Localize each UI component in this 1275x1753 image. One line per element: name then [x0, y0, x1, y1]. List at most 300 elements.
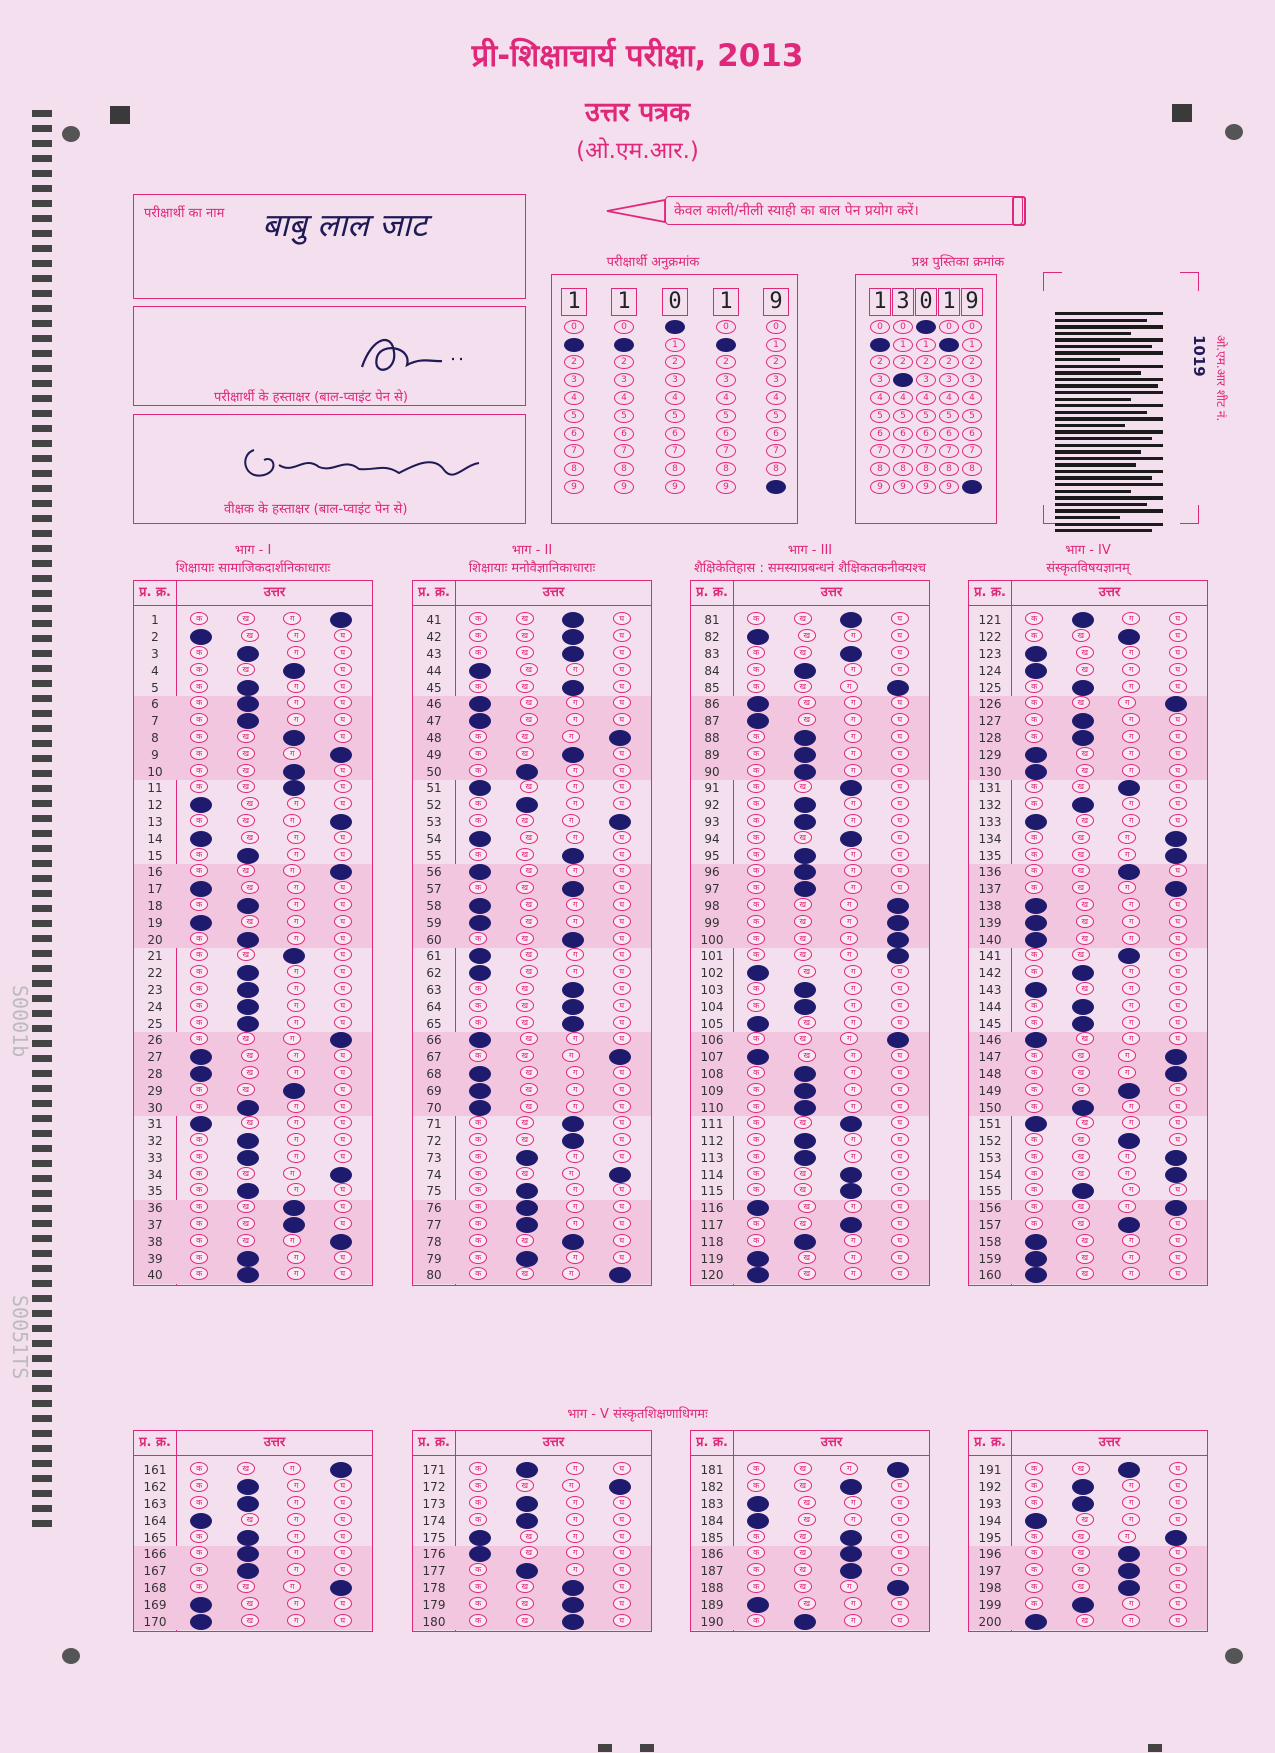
digit-bubble[interactable]	[716, 338, 736, 352]
option-bubble[interactable]: ख	[1072, 1150, 1090, 1163]
option-bubble[interactable]	[609, 1479, 631, 1495]
option-bubble[interactable]: घ	[613, 881, 631, 894]
option-bubble[interactable]: ग	[566, 1150, 584, 1163]
option-bubble[interactable]: क	[1025, 1183, 1043, 1196]
option-bubble[interactable]: क	[190, 1479, 208, 1492]
option-bubble[interactable]: घ	[334, 1563, 352, 1576]
option-bubble[interactable]: ग	[287, 1251, 305, 1264]
option-bubble[interactable]: ख	[237, 780, 255, 793]
option-bubble[interactable]: घ	[334, 1133, 352, 1146]
option-bubble[interactable]: घ	[334, 1016, 352, 1029]
option-bubble[interactable]: घ	[613, 1183, 631, 1196]
option-bubble[interactable]: घ	[891, 1513, 909, 1526]
digit-bubble[interactable]: 6	[939, 427, 959, 441]
option-bubble[interactable]: ग	[844, 1100, 862, 1113]
option-bubble[interactable]: घ	[613, 1462, 631, 1475]
option-bubble[interactable]: क	[469, 999, 487, 1012]
option-bubble[interactable]: घ	[613, 1150, 631, 1163]
option-bubble[interactable]: ख	[1072, 948, 1090, 961]
option-bubble[interactable]: क	[747, 680, 765, 693]
option-bubble[interactable]: ख	[794, 1032, 812, 1045]
option-bubble[interactable]: ग	[1122, 663, 1140, 676]
option-bubble[interactable]	[1165, 1530, 1187, 1546]
option-bubble[interactable]	[1025, 747, 1047, 763]
option-bubble[interactable]: घ	[891, 982, 909, 995]
option-bubble[interactable]: क	[190, 1251, 208, 1264]
option-bubble[interactable]	[1165, 1066, 1187, 1082]
option-bubble[interactable]	[1072, 999, 1094, 1015]
option-bubble[interactable]: क	[469, 1049, 487, 1062]
option-bubble[interactable]: घ	[334, 713, 352, 726]
option-bubble[interactable]: घ	[1169, 680, 1187, 693]
option-bubble[interactable]	[190, 1116, 212, 1132]
option-bubble[interactable]	[747, 696, 769, 712]
option-bubble[interactable]: घ	[334, 848, 352, 861]
option-bubble[interactable]: घ	[613, 1200, 631, 1213]
option-bubble[interactable]: क	[747, 1563, 765, 1576]
option-bubble[interactable]	[562, 747, 584, 763]
option-bubble[interactable]: घ	[334, 1597, 352, 1610]
option-bubble[interactable]: ग	[566, 1496, 584, 1509]
digit-bubble[interactable]: 4	[716, 391, 736, 405]
digit-bubble[interactable]	[766, 480, 786, 494]
option-bubble[interactable]: ग	[287, 696, 305, 709]
option-bubble[interactable]: ख	[520, 780, 538, 793]
option-bubble[interactable]: ख	[520, 864, 538, 877]
option-bubble[interactable]: ख	[794, 646, 812, 659]
option-bubble[interactable]: ग	[1122, 1614, 1140, 1627]
option-bubble[interactable]: ख	[241, 1597, 259, 1610]
option-bubble[interactable]: क	[469, 982, 487, 995]
option-bubble[interactable]: ग	[1122, 1234, 1140, 1247]
option-bubble[interactable]: ग	[840, 915, 858, 928]
option-bubble[interactable]: ग	[287, 1150, 305, 1163]
option-bubble[interactable]: घ	[891, 764, 909, 777]
option-bubble[interactable]: घ	[1169, 1462, 1187, 1475]
option-bubble[interactable]	[1118, 1133, 1140, 1149]
option-bubble[interactable]: घ	[613, 1251, 631, 1264]
option-bubble[interactable]: क	[469, 1234, 487, 1247]
option-bubble[interactable]: ख	[1072, 780, 1090, 793]
option-bubble[interactable]	[794, 848, 816, 864]
option-bubble[interactable]	[887, 932, 909, 948]
option-bubble[interactable]	[190, 831, 212, 847]
option-bubble[interactable]	[469, 831, 491, 847]
option-bubble[interactable]: ग	[287, 1563, 305, 1576]
digit-bubble[interactable]: 6	[564, 427, 584, 441]
option-bubble[interactable]: ग	[566, 1083, 584, 1096]
option-bubble[interactable]: घ	[334, 1479, 352, 1492]
option-bubble[interactable]: ख	[798, 1597, 816, 1610]
digit-bubble[interactable]: 3	[870, 373, 890, 387]
option-bubble[interactable]	[330, 747, 352, 763]
option-bubble[interactable]: ग	[840, 680, 858, 693]
option-bubble[interactable]: क	[469, 1563, 487, 1576]
option-bubble[interactable]: क	[190, 1100, 208, 1113]
option-bubble[interactable]: ग	[283, 1234, 301, 1247]
option-bubble[interactable]: क	[1025, 730, 1043, 743]
option-bubble[interactable]: घ	[891, 1083, 909, 1096]
digit-bubble[interactable]: 4	[766, 391, 786, 405]
digit-bubble[interactable]: 7	[766, 444, 786, 458]
option-bubble[interactable]: ख	[1076, 1267, 1094, 1280]
option-bubble[interactable]: घ	[334, 629, 352, 642]
option-bubble[interactable]: ख	[1076, 1116, 1094, 1129]
option-bubble[interactable]: क	[1025, 1083, 1043, 1096]
option-bubble[interactable]: ग	[840, 1462, 858, 1475]
option-bubble[interactable]: क	[1025, 1597, 1043, 1610]
option-bubble[interactable]: ग	[1122, 999, 1140, 1012]
option-bubble[interactable]: क	[190, 898, 208, 911]
option-bubble[interactable]: ख	[794, 1462, 812, 1475]
option-bubble[interactable]: ग	[287, 680, 305, 693]
digit-bubble[interactable]: 8	[870, 462, 890, 476]
option-bubble[interactable]: घ	[334, 831, 352, 844]
option-bubble[interactable]: ख	[516, 999, 534, 1012]
option-bubble[interactable]: क	[747, 730, 765, 743]
option-bubble[interactable]: क	[469, 1200, 487, 1213]
option-bubble[interactable]	[887, 1032, 909, 1048]
option-bubble[interactable]: ख	[516, 1234, 534, 1247]
option-bubble[interactable]: घ	[1169, 747, 1187, 760]
option-bubble[interactable]: ग	[840, 948, 858, 961]
option-bubble[interactable]: ग	[566, 915, 584, 928]
option-bubble[interactable]	[469, 948, 491, 964]
option-bubble[interactable]: ख	[794, 1563, 812, 1576]
option-bubble[interactable]	[1072, 612, 1094, 628]
digit-bubble[interactable]: 6	[916, 427, 936, 441]
option-bubble[interactable]	[237, 1267, 259, 1283]
option-bubble[interactable]: ग	[844, 1049, 862, 1062]
option-bubble[interactable]: घ	[613, 780, 631, 793]
option-bubble[interactable]: ग	[283, 1580, 301, 1593]
option-bubble[interactable]: क	[190, 1083, 208, 1096]
option-bubble[interactable]: क	[747, 1479, 765, 1492]
option-bubble[interactable]: ख	[237, 1167, 255, 1180]
digit-bubble[interactable]	[939, 338, 959, 352]
option-bubble[interactable]: घ	[613, 864, 631, 877]
option-bubble[interactable]: ग	[844, 1513, 862, 1526]
option-bubble[interactable]: क	[1025, 1563, 1043, 1576]
option-bubble[interactable]	[1118, 1563, 1140, 1579]
option-bubble[interactable]	[840, 1546, 862, 1562]
option-bubble[interactable]: ख	[520, 831, 538, 844]
option-bubble[interactable]: ख	[1072, 848, 1090, 861]
option-bubble[interactable]: घ	[613, 848, 631, 861]
option-bubble[interactable]: ग	[1118, 848, 1136, 861]
option-bubble[interactable]: ग	[566, 780, 584, 793]
option-bubble[interactable]	[469, 780, 491, 796]
option-bubble[interactable]: क	[747, 1032, 765, 1045]
option-bubble[interactable]: घ	[334, 1116, 352, 1129]
option-bubble[interactable]	[1165, 1200, 1187, 1216]
digit-bubble[interactable]: 3	[962, 373, 982, 387]
option-bubble[interactable]	[1025, 1234, 1047, 1250]
option-bubble[interactable]	[794, 1100, 816, 1116]
option-bubble[interactable]: क	[1025, 629, 1043, 642]
option-bubble[interactable]	[747, 1049, 769, 1065]
option-bubble[interactable]	[747, 713, 769, 729]
option-bubble[interactable]: ग	[844, 1083, 862, 1096]
digit-bubble[interactable]: 0	[716, 320, 736, 334]
digit-bubble[interactable]: 8	[766, 462, 786, 476]
option-bubble[interactable]	[190, 915, 212, 931]
option-bubble[interactable]: ग	[840, 1580, 858, 1593]
option-bubble[interactable]: ख	[1072, 1200, 1090, 1213]
option-bubble[interactable]: क	[190, 764, 208, 777]
option-bubble[interactable]: घ	[891, 780, 909, 793]
option-bubble[interactable]: क	[190, 982, 208, 995]
option-bubble[interactable]: ग	[1118, 1167, 1136, 1180]
option-bubble[interactable]: क	[190, 1234, 208, 1247]
option-bubble[interactable]	[516, 1496, 538, 1512]
option-bubble[interactable]	[469, 898, 491, 914]
option-bubble[interactable]: ग	[287, 1496, 305, 1509]
option-bubble[interactable]: ग	[844, 747, 862, 760]
option-bubble[interactable]: ख	[1072, 1217, 1090, 1230]
option-bubble[interactable]: ग	[287, 881, 305, 894]
option-bubble[interactable]: ग	[844, 814, 862, 827]
option-bubble[interactable]: ग	[566, 1530, 584, 1543]
option-bubble[interactable]: ग	[1122, 1016, 1140, 1029]
option-bubble[interactable]: ग	[566, 965, 584, 978]
option-bubble[interactable]: क	[190, 932, 208, 945]
option-bubble[interactable]: ख	[1076, 982, 1094, 995]
option-bubble[interactable]: ग	[287, 999, 305, 1012]
digit-bubble[interactable]: 5	[962, 409, 982, 423]
option-bubble[interactable]: घ	[334, 1083, 352, 1096]
digit-bubble[interactable]: 3	[564, 373, 584, 387]
option-bubble[interactable]: क	[190, 680, 208, 693]
digit-bubble[interactable]: 4	[870, 391, 890, 405]
option-bubble[interactable]: ख	[798, 965, 816, 978]
option-bubble[interactable]: ख	[1072, 1049, 1090, 1062]
option-bubble[interactable]: क	[1025, 696, 1043, 709]
option-bubble[interactable]	[283, 730, 305, 746]
option-bubble[interactable]	[794, 1150, 816, 1166]
option-bubble[interactable]	[747, 965, 769, 981]
option-bubble[interactable]: घ	[1169, 1234, 1187, 1247]
option-bubble[interactable]: ग	[1118, 1200, 1136, 1213]
option-bubble[interactable]: घ	[613, 898, 631, 911]
option-bubble[interactable]	[747, 629, 769, 645]
option-bubble[interactable]: क	[469, 814, 487, 827]
option-bubble[interactable]: क	[747, 881, 765, 894]
option-bubble[interactable]: क	[747, 1083, 765, 1096]
option-bubble[interactable]: घ	[334, 898, 352, 911]
digit-bubble[interactable]: 6	[893, 427, 913, 441]
digit-bubble[interactable]: 1	[893, 338, 913, 352]
option-bubble[interactable]: ग	[287, 848, 305, 861]
option-bubble[interactable]: ग	[287, 1049, 305, 1062]
option-bubble[interactable]: क	[469, 932, 487, 945]
option-bubble[interactable]: क	[190, 1133, 208, 1146]
option-bubble[interactable]: घ	[891, 1016, 909, 1029]
option-bubble[interactable]: क	[190, 1496, 208, 1509]
option-bubble[interactable]: ग	[287, 898, 305, 911]
option-bubble[interactable]	[469, 965, 491, 981]
option-bubble[interactable]: ख	[794, 1217, 812, 1230]
option-bubble[interactable]: ख	[516, 680, 534, 693]
option-bubble[interactable]	[794, 881, 816, 897]
digit-bubble[interactable]	[564, 338, 584, 352]
option-bubble[interactable]: ग	[562, 1479, 580, 1492]
digit-bubble[interactable]: 2	[870, 355, 890, 369]
option-bubble[interactable]: घ	[891, 864, 909, 877]
digit-bubble[interactable]: 5	[766, 409, 786, 423]
option-bubble[interactable]	[330, 1032, 352, 1048]
option-bubble[interactable]	[237, 646, 259, 662]
option-bubble[interactable]: ख	[237, 1083, 255, 1096]
option-bubble[interactable]: ग	[844, 663, 862, 676]
option-bubble[interactable]: घ	[891, 730, 909, 743]
option-bubble[interactable]: घ	[613, 696, 631, 709]
option-bubble[interactable]: ग	[840, 932, 858, 945]
option-bubble[interactable]: ख	[241, 1066, 259, 1079]
option-bubble[interactable]: ख	[1072, 831, 1090, 844]
option-bubble[interactable]: ख	[798, 1496, 816, 1509]
option-bubble[interactable]	[562, 982, 584, 998]
option-bubble[interactable]	[887, 915, 909, 931]
option-bubble[interactable]: ख	[1076, 747, 1094, 760]
option-bubble[interactable]: घ	[891, 1150, 909, 1163]
option-bubble[interactable]	[1072, 680, 1094, 696]
option-bubble[interactable]: ख	[798, 696, 816, 709]
option-bubble[interactable]: ग	[840, 1032, 858, 1045]
option-bubble[interactable]: ग	[562, 814, 580, 827]
option-bubble[interactable]: क	[469, 646, 487, 659]
option-bubble[interactable]: क	[747, 1183, 765, 1196]
option-bubble[interactable]	[1118, 948, 1140, 964]
option-bubble[interactable]	[330, 612, 352, 628]
digit-bubble[interactable]: 2	[962, 355, 982, 369]
digit-bubble[interactable]	[916, 320, 936, 334]
option-bubble[interactable]	[237, 713, 259, 729]
option-bubble[interactable]: ख	[516, 646, 534, 659]
option-bubble[interactable]: घ	[1169, 713, 1187, 726]
option-bubble[interactable]: क	[1025, 1167, 1043, 1180]
option-bubble[interactable]	[1072, 730, 1094, 746]
option-bubble[interactable]: क	[1025, 1462, 1043, 1475]
option-bubble[interactable]	[562, 848, 584, 864]
option-bubble[interactable]: घ	[613, 982, 631, 995]
option-bubble[interactable]: घ	[613, 713, 631, 726]
option-bubble[interactable]: क	[469, 1462, 487, 1475]
option-bubble[interactable]: क	[190, 965, 208, 978]
option-bubble[interactable]: घ	[613, 915, 631, 928]
option-bubble[interactable]: क	[469, 1496, 487, 1509]
option-bubble[interactable]: क	[469, 730, 487, 743]
digit-bubble[interactable]: 3	[716, 373, 736, 387]
option-bubble[interactable]	[237, 1183, 259, 1199]
option-bubble[interactable]: ग	[287, 629, 305, 642]
option-bubble[interactable]	[747, 1513, 769, 1529]
option-bubble[interactable]: ख	[794, 1530, 812, 1543]
digit-bubble[interactable]	[665, 320, 685, 334]
option-bubble[interactable]	[190, 1049, 212, 1065]
option-bubble[interactable]: ख	[520, 1546, 538, 1559]
option-bubble[interactable]: ग	[1122, 747, 1140, 760]
option-bubble[interactable]: ग	[287, 1530, 305, 1543]
option-bubble[interactable]	[469, 1066, 491, 1082]
option-bubble[interactable]: ख	[241, 1614, 259, 1627]
option-bubble[interactable]	[562, 999, 584, 1015]
option-bubble[interactable]: ख	[241, 629, 259, 642]
option-bubble[interactable]: घ	[891, 1597, 909, 1610]
option-bubble[interactable]: घ	[1169, 1032, 1187, 1045]
digit-bubble[interactable]: 8	[962, 462, 982, 476]
option-bubble[interactable]	[794, 747, 816, 763]
option-bubble[interactable]: ख	[237, 864, 255, 877]
option-bubble[interactable]	[237, 1133, 259, 1149]
option-bubble[interactable]: घ	[1169, 1100, 1187, 1113]
option-bubble[interactable]: ख	[237, 1200, 255, 1213]
option-bubble[interactable]	[237, 1496, 259, 1512]
option-bubble[interactable]: ख	[516, 747, 534, 760]
option-bubble[interactable]: ग	[287, 1133, 305, 1146]
option-bubble[interactable]	[469, 663, 491, 679]
option-bubble[interactable]: ग	[566, 1563, 584, 1576]
option-bubble[interactable]: घ	[1169, 1479, 1187, 1492]
option-bubble[interactable]	[1118, 780, 1140, 796]
option-bubble[interactable]	[1025, 1513, 1047, 1529]
digit-bubble[interactable]: 7	[564, 444, 584, 458]
option-bubble[interactable]: ग	[1122, 898, 1140, 911]
option-bubble[interactable]: घ	[334, 730, 352, 743]
option-bubble[interactable]: ग	[287, 982, 305, 995]
option-bubble[interactable]	[747, 1200, 769, 1216]
option-bubble[interactable]: ख	[1076, 814, 1094, 827]
option-bubble[interactable]: क	[1025, 713, 1043, 726]
option-bubble[interactable]	[1072, 1479, 1094, 1495]
option-bubble[interactable]: क	[469, 1479, 487, 1492]
digit-bubble[interactable]: 5	[939, 409, 959, 423]
option-bubble[interactable]: क	[1025, 1580, 1043, 1593]
option-bubble[interactable]: ख	[241, 1049, 259, 1062]
option-bubble[interactable]: ग	[1122, 982, 1140, 995]
option-bubble[interactable]: ख	[237, 747, 255, 760]
option-bubble[interactable]: घ	[613, 629, 631, 642]
option-bubble[interactable]: क	[1025, 831, 1043, 844]
option-bubble[interactable]	[469, 1546, 491, 1562]
option-bubble[interactable]	[794, 797, 816, 813]
option-bubble[interactable]: क	[1025, 864, 1043, 877]
option-bubble[interactable]: ग	[844, 1016, 862, 1029]
option-bubble[interactable]: ख	[1076, 1614, 1094, 1627]
option-bubble[interactable]: घ	[613, 663, 631, 676]
digit-bubble[interactable]: 5	[716, 409, 736, 423]
option-bubble[interactable]: क	[1025, 1530, 1043, 1543]
digit-bubble[interactable]	[870, 338, 890, 352]
option-bubble[interactable]: ख	[1072, 629, 1090, 642]
option-bubble[interactable]: क	[190, 814, 208, 827]
option-bubble[interactable]: ख	[516, 1133, 534, 1146]
option-bubble[interactable]: ख	[237, 814, 255, 827]
option-bubble[interactable]: घ	[334, 1496, 352, 1509]
option-bubble[interactable]: ग	[1122, 1267, 1140, 1280]
digit-bubble[interactable]: 9	[564, 480, 584, 494]
option-bubble[interactable]: ग	[283, 814, 301, 827]
option-bubble[interactable]: क	[1025, 1217, 1043, 1230]
option-bubble[interactable]: ख	[520, 1100, 538, 1113]
option-bubble[interactable]: घ	[1169, 1563, 1187, 1576]
option-bubble[interactable]: ग	[287, 1597, 305, 1610]
option-bubble[interactable]: ग	[283, 612, 301, 625]
option-bubble[interactable]	[840, 1116, 862, 1132]
option-bubble[interactable]	[1165, 1150, 1187, 1166]
option-bubble[interactable]	[1025, 898, 1047, 914]
option-bubble[interactable]: घ	[334, 1183, 352, 1196]
